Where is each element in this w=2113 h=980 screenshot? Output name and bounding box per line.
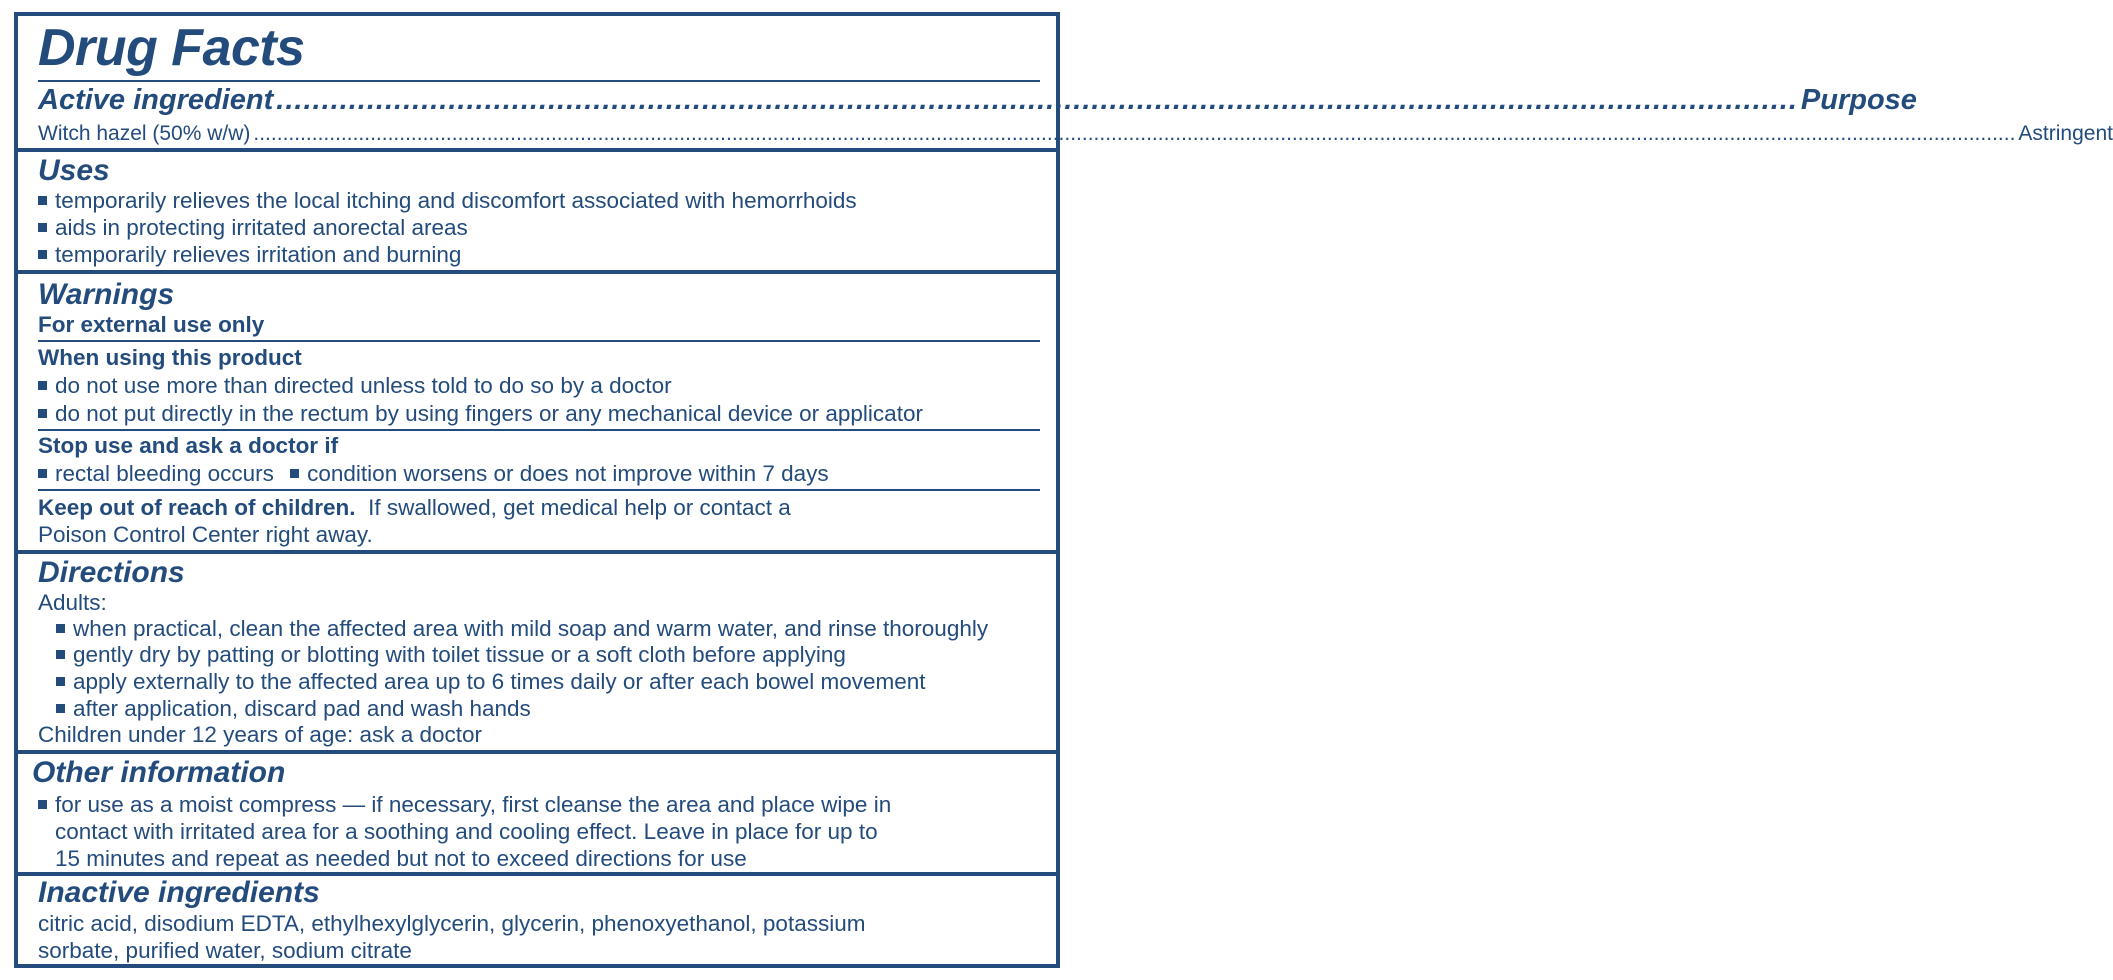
bullet-icon xyxy=(38,800,47,809)
active-ingredient-header-row xyxy=(38,84,1917,117)
active-ingredient-name: Witch hazel (50% w/w) xyxy=(38,122,251,145)
list-item: do not use more than directed unless told to do so by a doctor xyxy=(38,373,672,399)
keep-out-text: If swallowed, get medical help or contact a xyxy=(368,495,791,520)
bullet-icon xyxy=(290,469,299,478)
leader-dots: ........................................................................................................................................................................ xyxy=(276,84,1798,116)
warnings-header: Warnings xyxy=(38,278,175,311)
warnings-divider xyxy=(38,429,1040,431)
bullet-icon xyxy=(38,381,47,390)
inactive-ingredients-line: citric acid, disodium EDTA, ethylhexylglycerin, glycerin, phenoxyethanol, potassium xyxy=(38,911,866,936)
keep-out-line xyxy=(38,495,791,521)
drug-facts-title: Drug Facts xyxy=(38,19,305,77)
list-item: temporarily relieves the local itching and discomfort associated with hemorrhoids xyxy=(38,188,857,214)
list-item: temporarily relieves irritation and burning xyxy=(38,242,461,268)
bullet-icon xyxy=(38,409,47,418)
other-info-line: for use as a moist compress — if necessary, first cleanse the area and place wipe in xyxy=(38,792,891,818)
active-ingredient-row xyxy=(38,122,2113,146)
bullet-icon xyxy=(56,677,65,686)
warnings-divider xyxy=(38,340,1040,342)
list-item: after application, discard pad and wash hands xyxy=(56,696,531,722)
bullet-icon xyxy=(38,250,47,259)
list-item: rectal bleeding occurs xyxy=(55,461,274,486)
list-item: when practical, clean the affected area with mild soap and warm water, and rinse thoroughly xyxy=(56,616,988,642)
other-info-line: 15 minutes and repeat as needed but not to exceed directions for use xyxy=(55,846,747,871)
keep-out-text-2: Poison Control Center right away. xyxy=(38,522,373,547)
section-divider xyxy=(18,750,1056,754)
list-item: gently dry by patting or blotting with toilet tissue or a soft cloth before applying xyxy=(56,642,846,668)
bullet-icon xyxy=(56,650,65,659)
children-note: Children under 12 years of age: ask a doctor xyxy=(38,722,483,747)
keep-out-bold: Keep out of reach of children. xyxy=(38,495,356,520)
bullet-icon xyxy=(38,196,47,205)
stop-use-items xyxy=(38,461,829,487)
directions-header: Directions xyxy=(38,556,185,589)
title-divider xyxy=(38,80,1040,82)
list-item: apply externally to the affected area up to 6 times daily or after each bowel movement xyxy=(56,669,926,695)
section-divider xyxy=(18,148,1056,152)
external-use-note: For external use only xyxy=(38,312,265,337)
section-divider xyxy=(18,550,1056,554)
inactive-ingredients-header: Inactive ingredients xyxy=(38,876,320,909)
bullet-icon xyxy=(56,624,65,633)
bullet-icon xyxy=(38,469,47,478)
other-info-line: contact with irritated area for a soothing and cooling effect. Leave in place for up to xyxy=(55,819,878,844)
warnings-divider xyxy=(38,489,1040,491)
adults-label: Adults: xyxy=(38,590,107,615)
bullet-icon xyxy=(38,223,47,232)
inactive-ingredients-line: sorbate, purified water, sodium citrate xyxy=(38,938,412,963)
drug-facts-panel xyxy=(14,12,2113,968)
active-ingredient-header: Active ingredient xyxy=(38,84,274,116)
bullet-icon xyxy=(56,704,65,713)
uses-header: Uses xyxy=(38,154,110,187)
list-item: do not put directly in the rectum by using fingers or any mechanical device or applicator xyxy=(38,401,923,427)
list-item: condition worsens or does not improve within 7 days xyxy=(307,461,829,486)
other-information-header: Other information xyxy=(32,756,286,789)
leader-dots: .............................................................................................................................................................................................................................................................................................................. xyxy=(253,122,2016,145)
when-using-header: When using this product xyxy=(38,345,302,370)
list-item: aids in protecting irritated anorectal areas xyxy=(38,215,468,241)
stop-use-header: Stop use and ask a doctor if xyxy=(38,433,339,458)
active-ingredient-purpose: Astringent xyxy=(2018,122,2113,145)
section-divider xyxy=(18,270,1056,274)
purpose-header: Purpose xyxy=(1800,84,1917,116)
